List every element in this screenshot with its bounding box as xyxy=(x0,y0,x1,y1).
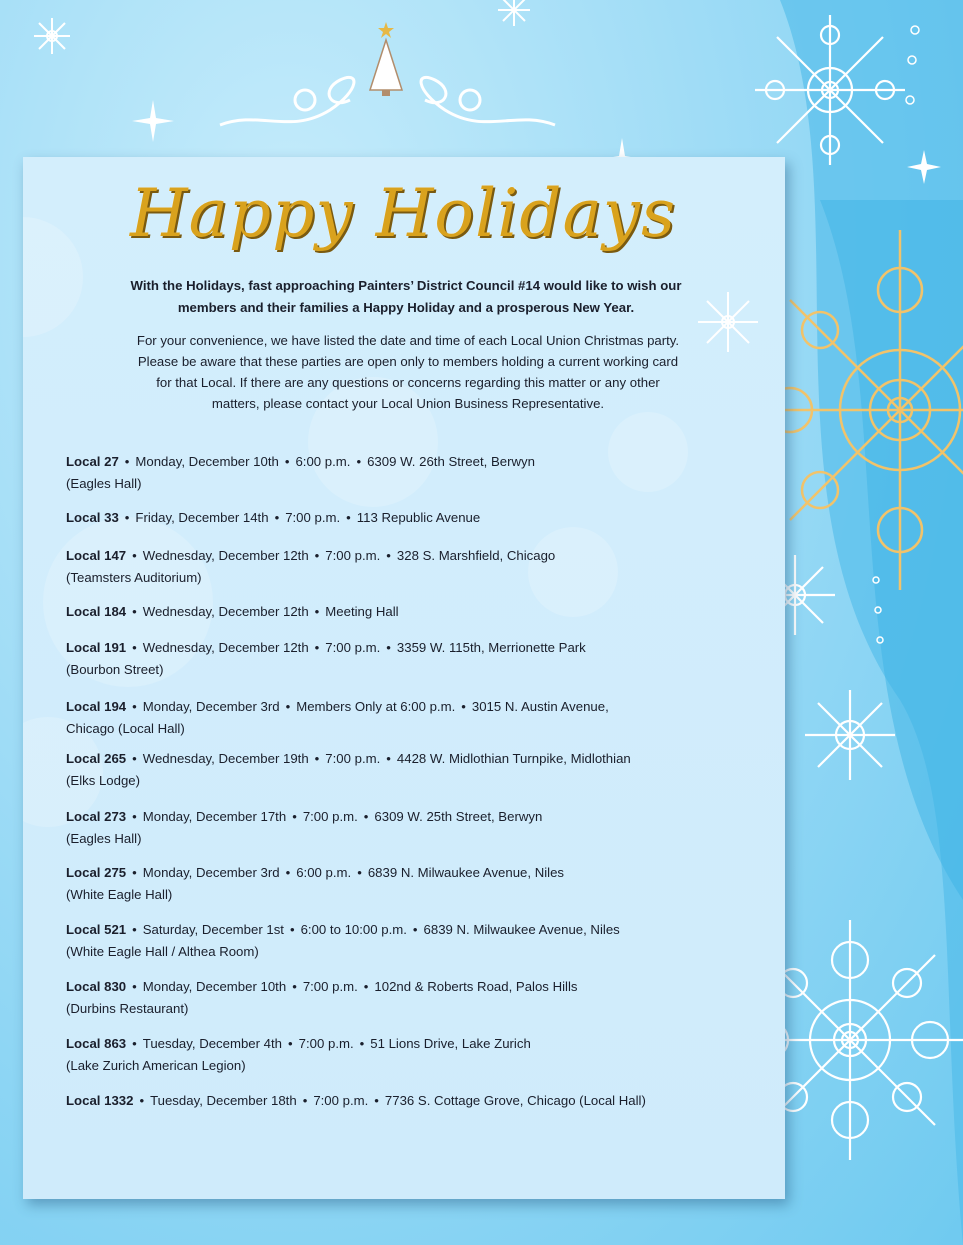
bullet-separator: • xyxy=(132,604,137,619)
bullet-separator: • xyxy=(124,454,130,469)
local-name: Local 1332 xyxy=(66,1093,134,1108)
local-name: Local 184 xyxy=(66,604,127,619)
bokeh-light xyxy=(23,217,83,337)
bullet-separator: • xyxy=(292,809,297,824)
bullet-separator: • xyxy=(386,548,391,563)
bullet-separator: • xyxy=(132,865,137,880)
party-detail: 6:00 p.m. xyxy=(295,454,351,469)
party-entry xyxy=(66,862,766,906)
intro-message xyxy=(81,275,731,319)
bullet-separator: • xyxy=(132,809,137,824)
notice-line: for that Local. If there are any questions or concerns regarding this matter or any other xyxy=(156,375,660,390)
bullet-separator: • xyxy=(314,751,320,766)
party-venue: (Eagles Hall) xyxy=(66,476,142,491)
party-venue: (Eagles Hall) xyxy=(66,831,142,846)
party-detail: Tuesday, December 18th xyxy=(150,1093,297,1108)
bullet-separator: • xyxy=(292,979,297,994)
party-entry xyxy=(66,451,766,495)
bullet-separator: • xyxy=(314,640,320,655)
bullet-separator: • xyxy=(356,454,362,469)
party-detail: Wednesday, December 12th xyxy=(142,640,309,655)
party-detail: Monday, December 3rd xyxy=(142,865,280,880)
local-name: Local 147 xyxy=(66,548,127,563)
party-detail: Tuesday, December 4th xyxy=(142,1036,283,1051)
local-name: Local 265 xyxy=(66,751,127,766)
local-name: Local 191 xyxy=(66,640,127,655)
party-detail: 113 Republic Avenue xyxy=(356,510,481,525)
party-detail: 7736 S. Cottage Grove, Chicago (Local Hall) xyxy=(384,1093,646,1108)
party-detail: Monday, December 3rd xyxy=(142,699,280,714)
party-detail: 7:00 p.m. xyxy=(302,809,358,824)
bullet-separator: • xyxy=(289,922,295,937)
bullet-separator: • xyxy=(461,699,466,714)
local-name: Local 27 xyxy=(66,454,119,469)
party-detail: Monday, December 17th xyxy=(142,809,287,824)
greeting-card xyxy=(23,157,785,1199)
local-name: Local 521 xyxy=(66,922,127,937)
party-detail: 6839 N. Milwaukee Avenue, Niles xyxy=(367,865,565,880)
party-entry xyxy=(66,601,766,623)
party-detail: 7:00 p.m. xyxy=(325,751,381,766)
bullet-separator: • xyxy=(357,865,362,880)
party-detail: Wednesday, December 12th xyxy=(142,548,309,563)
snowflake-icon xyxy=(34,0,530,54)
tree-icon xyxy=(370,22,402,96)
bullet-separator: • xyxy=(139,1093,145,1108)
party-detail: Wednesday, December 19th xyxy=(142,751,309,766)
party-detail: 6309 W. 25th Street, Berwyn xyxy=(374,809,543,824)
local-name: Local 830 xyxy=(66,979,127,994)
party-detail: 3359 W. 115th, Merrionette Park xyxy=(396,640,586,655)
party-detail: Members Only at 6:00 p.m. xyxy=(296,699,456,714)
intro-line: With the Holidays, fast approaching Painters’ District Council #14 would like to wish our xyxy=(130,278,682,293)
bullet-separator: • xyxy=(284,454,290,469)
party-entry xyxy=(66,637,766,681)
party-entry xyxy=(66,696,766,740)
party-venue: Chicago (Local Hall) xyxy=(66,721,185,736)
party-detail: Saturday, December 1st xyxy=(142,922,284,937)
bullet-separator: • xyxy=(132,548,137,563)
bullet-separator: • xyxy=(132,1036,137,1051)
notice-line: For your convenience, we have listed the date and time of each Local Union Christmas party. xyxy=(136,333,680,348)
bullet-separator: • xyxy=(288,1036,293,1051)
bullet-separator: • xyxy=(346,510,351,525)
party-detail: 7:00 p.m. xyxy=(298,1036,354,1051)
party-venue: (Lake Zurich American Legion) xyxy=(66,1058,246,1073)
party-entry xyxy=(66,1033,766,1077)
party-entry xyxy=(66,919,766,963)
party-detail: 6309 W. 26th Street, Berwyn xyxy=(367,454,535,469)
party-detail: 6839 N. Milwaukee Avenue, Niles xyxy=(423,922,620,937)
bullet-separator: • xyxy=(285,699,291,714)
party-detail: 7:00 p.m. xyxy=(313,1093,369,1108)
party-entry xyxy=(66,507,766,529)
bullet-separator: • xyxy=(302,1093,308,1108)
bullet-separator: • xyxy=(132,979,137,994)
party-detail: 7:00 p.m. xyxy=(325,548,381,563)
party-venue: (Elks Lodge) xyxy=(66,773,141,788)
party-venue: (Teamsters Auditorium) xyxy=(66,570,202,585)
party-detail: 7:00 p.m. xyxy=(285,510,341,525)
bullet-separator: • xyxy=(274,510,280,525)
bullet-separator: • xyxy=(359,1036,365,1051)
bullet-separator: • xyxy=(132,751,137,766)
bullet-separator: • xyxy=(314,548,320,563)
party-entry xyxy=(66,748,766,792)
bullet-separator: • xyxy=(132,699,137,714)
notice-line: Please be aware that these parties are open only to members holding a current working card xyxy=(137,354,679,369)
local-name: Local 273 xyxy=(66,809,127,824)
party-detail: 7:00 p.m. xyxy=(302,979,358,994)
bullet-separator: • xyxy=(412,922,418,937)
bullet-separator: • xyxy=(386,640,391,655)
party-detail: 6:00 p.m. xyxy=(296,865,352,880)
party-detail: Meeting Hall xyxy=(325,604,399,619)
party-venue: (Durbins Restaurant) xyxy=(66,1001,189,1016)
party-detail: 7:00 p.m. xyxy=(325,640,381,655)
party-detail: 6:00 to 10:00 p.m. xyxy=(300,922,407,937)
bullet-separator: • xyxy=(386,751,391,766)
party-detail: 4428 W. Midlothian Turnpike, Midlothian xyxy=(396,751,631,766)
party-detail: 51 Lions Drive, Lake Zurich xyxy=(370,1036,531,1051)
local-name: Local 275 xyxy=(66,865,127,880)
party-detail: Monday, December 10th xyxy=(135,454,279,469)
party-detail: 328 S. Marshfield, Chicago xyxy=(396,548,556,563)
notice-line: matters, please contact your Local Union Business Representative. xyxy=(211,396,605,411)
party-detail: 3015 N. Austin Avenue, xyxy=(471,699,609,714)
bullet-separator: • xyxy=(363,809,369,824)
party-venue: (White Eagle Hall / Althea Room) xyxy=(66,944,259,959)
notice-paragraph xyxy=(63,330,753,414)
intro-line: members and their families a Happy Holiday and a prosperous New Year. xyxy=(177,300,635,315)
bullet-separator: • xyxy=(124,510,130,525)
bullet-separator: • xyxy=(285,865,291,880)
party-detail: Friday, December 14th xyxy=(135,510,269,525)
local-name: Local 194 xyxy=(66,699,127,714)
party-entry xyxy=(66,1090,766,1112)
page-title: Happy Holidays xyxy=(130,175,676,252)
bullet-separator: • xyxy=(363,979,369,994)
party-detail: Monday, December 10th xyxy=(142,979,287,994)
bullet-separator: • xyxy=(374,1093,379,1108)
bullet-separator: • xyxy=(132,922,137,937)
party-entry xyxy=(66,806,766,850)
local-name: Local 863 xyxy=(66,1036,127,1051)
local-name: Local 33 xyxy=(66,510,119,525)
party-venue: (Bourbon Street) xyxy=(66,662,164,677)
party-entry xyxy=(66,976,766,1020)
bullet-separator: • xyxy=(314,604,320,619)
bullet-separator: • xyxy=(132,640,137,655)
party-detail: 102nd & Roberts Road, Palos Hills xyxy=(374,979,578,994)
party-venue: (White Eagle Hall) xyxy=(66,887,173,902)
party-detail: Wednesday, December 12th xyxy=(142,604,309,619)
party-entry xyxy=(66,545,766,589)
